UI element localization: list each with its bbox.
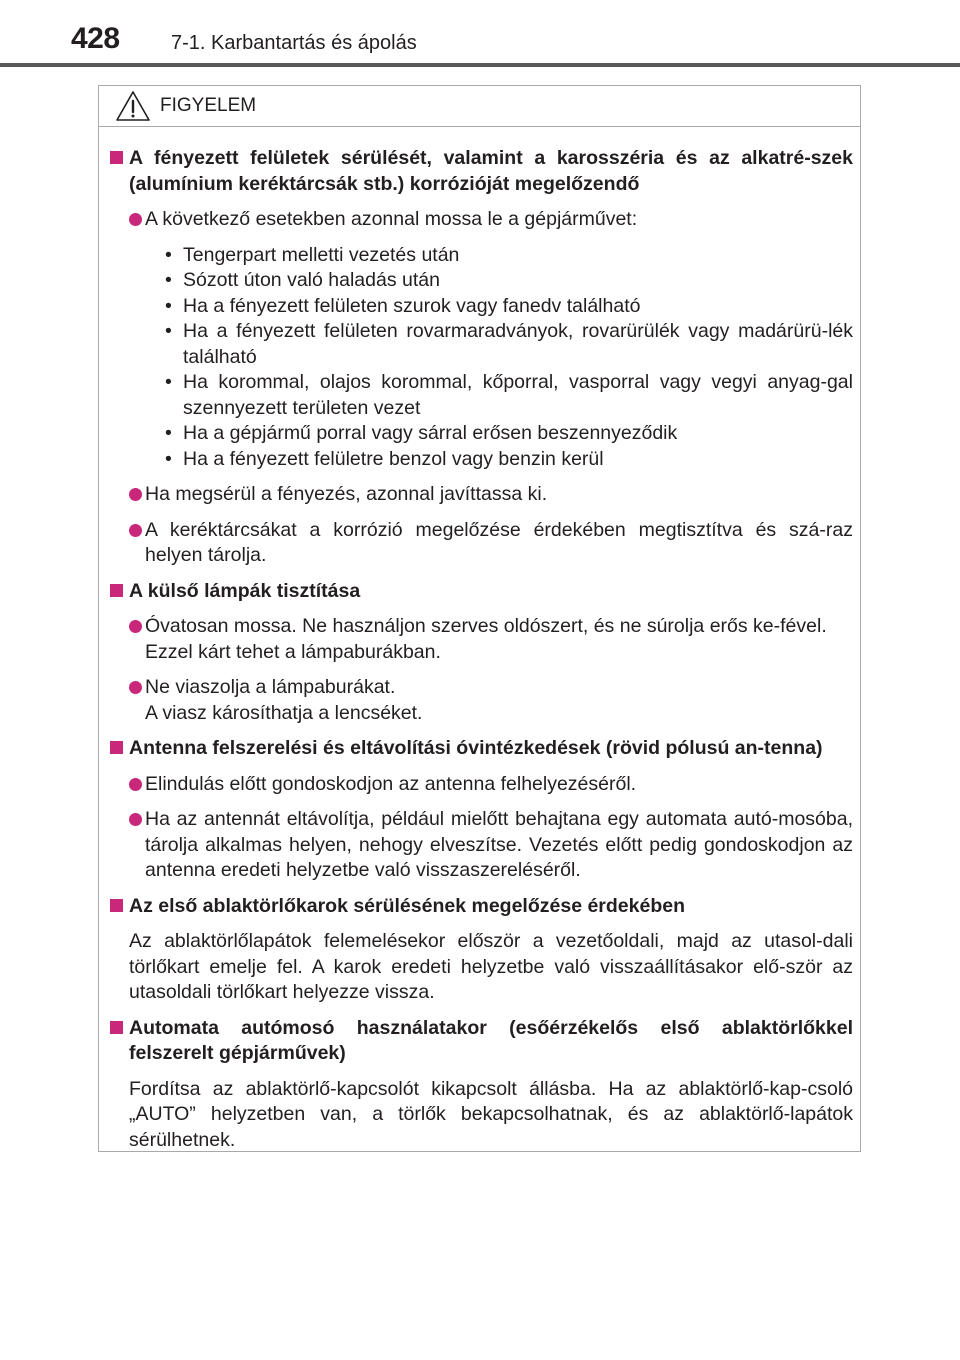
square-bullet-icon: [110, 1021, 123, 1034]
caution-section: [109, 1016, 853, 1154]
circle-bullet-icon: [129, 778, 142, 791]
item-text: Ha megsérül a fényezés, azonnal javíttassa ki.: [145, 483, 548, 505]
list-item: [129, 675, 853, 726]
circle-bullet-icon: [129, 524, 142, 537]
circle-bullet-icon: [129, 620, 142, 633]
list-item: [129, 207, 853, 472]
item-text: Ne viaszolja a lámpaburákat.: [145, 676, 396, 698]
caution-content: [109, 146, 853, 1163]
item-text: Ha az antennát eltávolítja, például mielőtt behajtana egy automata autó-mosóba, tárolja alkalmas helyen, nehogy elveszítse. Vezetés előtt pedig gondoskodjon az antenna eredeti helyzetbe való visszaszereléséről.: [145, 808, 853, 881]
bullet-item: [145, 370, 853, 421]
item-text: Óvatosan mossa. Ne használjon szerves oldószert, és ne súrolja erős ke-fével.: [145, 615, 827, 637]
bullet-dot-icon: •: [165, 320, 172, 342]
square-bullet-icon: [110, 741, 123, 754]
section-paragraph: Az ablaktörlőlapátok felemelésekor először a vezetőoldali, majd az utasol-dali törlőkart emelje fel. A karok eredeti helyzetbe való visszaállításakor elő-ször az utasoldali törlőkart helyezze vissza.: [129, 930, 853, 1003]
section-heading: Az első ablaktörlőkarok sérülésének megelőzése érdekében: [129, 894, 686, 917]
caution-section: [109, 736, 853, 884]
square-bullet-icon: [110, 584, 123, 597]
page-number: 428: [71, 22, 120, 55]
bullet-item: [145, 319, 853, 370]
section-paragraph: Fordítsa az ablaktörlő-kapcsolót kikapcsolt állásba. Ha az ablaktörlő-kap-csoló „AUTO” helyzetben van, a törlők bekapcsolhatnak, és az ablaktörlő-lapátok sérülhetnek.: [129, 1077, 853, 1151]
section-title: 7-1. Karbantartás és ápolás: [171, 32, 417, 54]
bullet-dot-icon: •: [165, 269, 172, 291]
section-heading: A külső lámpák tisztítása: [129, 579, 361, 602]
bullet-text: Sózott úton való haladás után: [183, 269, 440, 291]
square-bullet-icon: [110, 151, 123, 164]
circle-bullet-icon: [129, 213, 142, 226]
bullet-item: [145, 421, 853, 447]
circle-bullet-icon: [129, 813, 142, 826]
caution-box: [98, 85, 861, 1152]
bullet-text: Tengerpart melletti vezetés után: [183, 243, 460, 266]
bullet-dot-icon: •: [165, 371, 172, 393]
caution-section: [109, 894, 853, 1006]
page-header: [0, 0, 960, 68]
caution-header: [99, 86, 860, 127]
section-heading: Antenna felszerelési és eltávolítási óvintézkedések (rövid pólusú an-tenna): [129, 737, 823, 759]
caution-section: [109, 579, 853, 727]
list-item: [129, 614, 853, 665]
bullet-text: Ha a gépjármű porral vagy sárral erősen beszennyeződik: [183, 422, 678, 444]
bullet-item: [145, 268, 853, 294]
bullet-dot-icon: •: [165, 294, 172, 317]
header-divider: [0, 63, 960, 67]
bullet-dot-icon: •: [165, 447, 172, 470]
bullet-text: Ha a fényezett felületen szurok vagy fanedv található: [183, 294, 641, 317]
list-item: [129, 772, 853, 798]
bullet-text: Ha a fényezett felületen rovarmaradványok, rovarürülék vagy madárürü-lék található: [183, 320, 853, 368]
item-text: A következő esetekben azonnal mossa le a gépjárművet:: [145, 208, 638, 230]
section-heading: A fényezett felületek sérülését, valamint a karosszéria és az alkatré-szek (alumínium keréktárcsák stb.) korrózióját megelőzendő: [129, 147, 853, 195]
list-item: [129, 518, 853, 569]
bullet-dot-icon: •: [165, 243, 172, 266]
list-item: [129, 482, 853, 508]
item-note: A viasz károsíthatja a lencséket.: [145, 701, 423, 724]
circle-bullet-icon: [129, 488, 142, 501]
item-text: Elindulás előtt gondoskodjon az antenna felhelyezéséről.: [145, 772, 637, 795]
bullet-dot-icon: •: [165, 422, 172, 444]
circle-bullet-icon: [129, 681, 142, 694]
bullet-item: [145, 243, 853, 269]
list-item: [129, 807, 853, 884]
bullet-text: Ha korommal, olajos korommal, kőporral, vasporral vagy vegyi anyag-gal szennyezett területen vezet: [183, 371, 853, 419]
bullet-item: [145, 447, 853, 473]
item-text: A keréktárcsákat a korrózió megelőzése érdekében megtisztítva és szá-raz helyen tárolja.: [145, 518, 853, 566]
section-heading: Automata autómosó használatakor (esőérzékelős első ablaktörlőkkel felszerelt gépjárművek): [129, 1016, 853, 1064]
warning-triangle-icon: [115, 90, 151, 122]
item-note: Ezzel kárt tehet a lámpaburákban.: [145, 640, 441, 663]
caution-section: [109, 146, 853, 569]
square-bullet-icon: [110, 899, 123, 912]
bullet-item: [145, 294, 853, 320]
bullet-list: [145, 243, 853, 473]
caution-label: FIGYELEM: [160, 95, 257, 116]
bullet-text: Ha a fényezett felületre benzol vagy benzin kerül: [183, 447, 604, 470]
